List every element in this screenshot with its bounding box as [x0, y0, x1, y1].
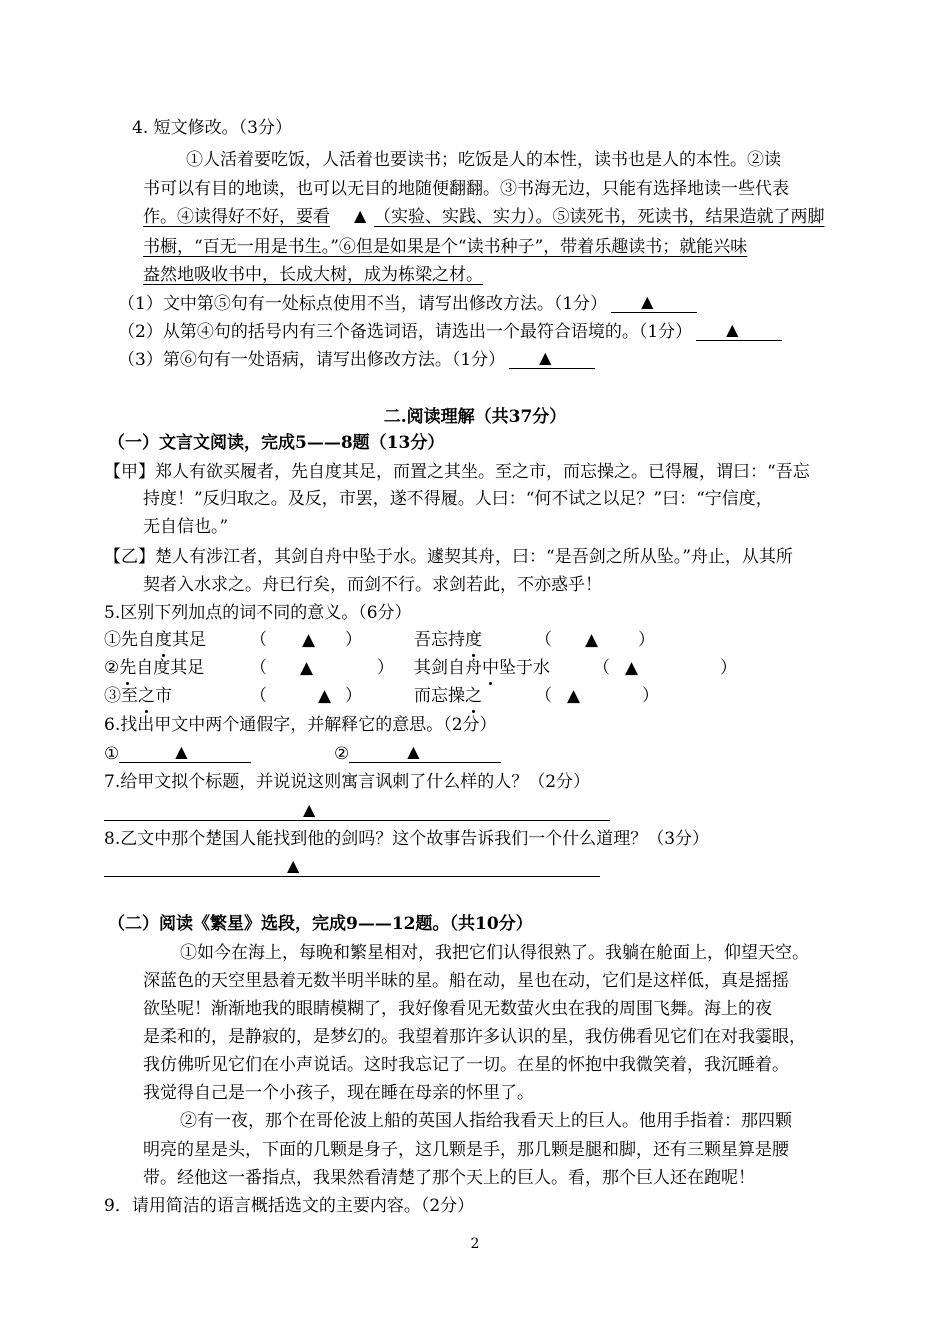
blank-triangle-marker: ▲ — [303, 800, 316, 819]
q4-subquestion-1 — [118, 292, 697, 315]
answer-paren[interactable] — [535, 629, 655, 651]
reading-passage-line: ②有一夜，那个在哥伦波上船的英国人指给我看天上的巨人。他用手指着：那四颗 — [180, 1111, 792, 1131]
paren-close: ） — [720, 658, 737, 678]
word-text: 自度其足 — [136, 658, 205, 678]
paren-close: ） — [377, 658, 394, 678]
answer-line[interactable] — [104, 820, 610, 821]
answer-blank[interactable] — [509, 348, 595, 369]
blank-triangle-marker: ▲ — [354, 206, 367, 225]
answer-blank[interactable] — [349, 742, 501, 763]
word-text: 其剑自舟 — [414, 658, 482, 678]
q5-row — [104, 657, 204, 679]
q6-answer-1 — [104, 742, 251, 765]
reading-passage-line: 带。经他这一番指点，我果然看清楚了那个天上的巨人。看，那个巨人还在跑呢！ — [143, 1168, 755, 1188]
paren-close: ） — [638, 630, 655, 650]
q5-row — [414, 629, 482, 651]
dotted-word: 先 — [119, 658, 137, 678]
blank-triangle-marker: ▲ — [302, 630, 316, 650]
section-title: 二.阅读理解（共37分） — [383, 407, 567, 427]
paren-open: （ — [250, 686, 267, 706]
q5-row — [104, 629, 206, 651]
part1-title: （一）文言文阅读，完成5——8题（13分） — [108, 433, 445, 453]
q4-subquestion-2 — [118, 320, 782, 343]
paren-close: ） — [642, 686, 659, 706]
question-text: （1）文中第⑤句有一处标点使用不当，请写出修改方法。（1分） — [118, 294, 608, 314]
page-number: 2 — [470, 1236, 480, 1252]
q4-title: 4. 短文修改。（3分） — [132, 118, 292, 138]
question-6: 6.找出甲文中两个通假字，并解释它的意思。（2分） — [104, 715, 497, 735]
reading-passage-line: 深蓝色的天空里悬着无数半明半昧的星。船在动，星也在动，它们是这样低，真是摇摇 — [143, 971, 789, 991]
dotted-word: 度 — [155, 630, 172, 650]
word-text: 其足 — [172, 630, 206, 650]
q4-passage-line: ①人活着要吃饭，人活着也要读书；吃饭是人的本性，读书也是人的本性。②读 — [186, 150, 781, 170]
question-5: 5.区别下列加点的词不同的意义。（6分） — [104, 603, 412, 623]
word-text: ③至 — [104, 686, 138, 706]
paren-open: （ — [593, 658, 610, 678]
answer-label: ① — [104, 744, 120, 764]
paren-close: ） — [345, 630, 362, 650]
q4-passage-text: （实验、实践、实力）。⑤读死书，死读书，结果造就了两脚 — [374, 207, 825, 227]
answer-blank[interactable] — [611, 292, 697, 313]
paren-open: （ — [535, 630, 552, 650]
blank-triangle-marker: ▲ — [539, 348, 552, 367]
blank-triangle-marker: ▲ — [300, 658, 314, 678]
classical-text-jia: 【甲】郑人有欲买履者，先自度其足，而置之其坐。至之市，而忘操之。已得履，谓曰：“吾忘 — [104, 462, 810, 482]
classical-text-jia: 持度！”反归取之。及反，市罢，遂不得履。人曰：“何不试之以足？”曰：“宁信度， — [143, 489, 773, 509]
q4-passage-text: 作。④读得好不好，要看 — [143, 207, 330, 227]
blank-triangle-marker: ▲ — [625, 658, 639, 678]
blank-triangle-marker: ▲ — [726, 320, 739, 339]
reading-passage-line: 明亮的星是头，下面的几颗是身子，这几颗是手，那几颗是腿和脚，还有三颗星算是腰 — [143, 1140, 789, 1160]
q4-subquestion-3 — [118, 348, 595, 371]
reading-passage-line: 是柔和的，是静寂的，是梦幻的。我望着那许多认识的星，我仿佛看见它们在对我霎眼， — [143, 1027, 806, 1047]
classical-text-yi: 【乙】楚人有涉江者，其剑自舟中坠于水。遽契其舟，曰：“是吾剑之所从坠。”舟止，从其所 — [104, 547, 793, 567]
question-9: 9．请用简洁的语言概括选文的主要内容。（2分） — [104, 1196, 475, 1216]
answer-paren[interactable] — [535, 685, 659, 707]
reading-passage-line: 我觉得自己是一个小孩子，现在睡在母亲的怀里了。 — [143, 1083, 534, 1103]
q5-row — [414, 657, 550, 679]
reading-passage-line: 欲坠呢！渐渐地我的眼睛模糊了，我好像看见无数萤火虫在我的周围飞舞。海上的夜 — [143, 999, 772, 1019]
word-text: 坠于水 — [499, 658, 550, 678]
classical-text-jia: 无自信也。” — [143, 517, 229, 537]
blank-triangle-marker: ▲ — [641, 292, 654, 311]
blank-triangle-marker: ▲ — [318, 686, 332, 706]
question-8: 8.乙文中那个楚国人能找到他的剑吗？这个故事告诉我们一个什么道理？（3分） — [104, 829, 710, 849]
q4-passage-line: 盎然地吸收书中，长成大树，成为栋梁之材。 — [143, 265, 483, 285]
question-text: （3）第⑥句有一处语病，请写出修改方法。（1分） — [118, 350, 506, 370]
dotted-word: 度 — [465, 630, 482, 650]
reading-passage-line: ①如今在海上，每晚和繁星相对，我把它们认得很熟了。我躺在舱面上，仰望天空。 — [180, 943, 809, 963]
reading-passage-line: 我仿佛听见它们在小声说话。这时我忘记了一切。在星的怀抱中我微笑着，我沉睡着。 — [143, 1055, 789, 1075]
answer-paren[interactable] — [250, 657, 394, 679]
blank-triangle-marker: ▲ — [287, 856, 300, 875]
question-text: （2）从第④句的括号内有三个备选词语，请选出一个最符合语境的。（1分） — [118, 322, 693, 342]
blank-triangle-marker: ▲ — [585, 630, 599, 650]
word-text: ② — [104, 658, 120, 678]
word-text: ①先自 — [104, 630, 155, 650]
q5-row — [104, 685, 172, 707]
word-text: 市 — [155, 686, 172, 706]
word-text: 而忘操 — [414, 686, 465, 706]
q4-passage-line — [143, 206, 825, 228]
blank-triangle-marker: ▲ — [175, 742, 188, 761]
q4-passage-line: 书橱，“百无一用是书生。”⑥但是如果是个“读书种子”，带着乐趣读书；就能兴味 — [143, 237, 748, 257]
question-7: 7.给甲文拟个标题，并说说这则寓言讽刺了什么样的人？（2分） — [104, 772, 591, 792]
paren-open: （ — [250, 658, 267, 678]
blank-triangle-marker: ▲ — [567, 686, 581, 706]
q4-passage-line: 书可以有目的地读，也可以无目的地随便翻翻。③书海无边，只能有选择地读一些代表 — [143, 179, 789, 199]
answer-paren[interactable] — [250, 629, 362, 651]
blank-triangle-marker: ▲ — [407, 742, 420, 761]
answer-blank[interactable] — [330, 206, 374, 226]
answer-line[interactable] — [104, 876, 600, 877]
q5-row — [414, 685, 482, 707]
paren-open: （ — [250, 630, 267, 650]
answer-blank[interactable] — [696, 320, 782, 341]
answer-blank[interactable] — [119, 742, 251, 763]
dotted-word: 之 — [138, 686, 155, 706]
paren-open: （ — [535, 686, 552, 706]
dotted-word: 中 — [482, 658, 499, 678]
dotted-word: 之 — [465, 686, 482, 706]
paren-close: ） — [345, 686, 362, 706]
q6-answer-2 — [334, 742, 501, 765]
answer-label: ② — [334, 744, 350, 764]
part2-title: （二）阅读《繁星》选段，完成9——12题。（共10分） — [108, 914, 533, 934]
classical-text-yi: 契者入水求之。舟已行矣，而剑不行。求剑若此，不亦惑乎！ — [143, 575, 602, 595]
word-text: 吾忘持 — [414, 630, 465, 650]
answer-paren[interactable] — [593, 657, 737, 679]
answer-paren[interactable] — [250, 685, 362, 707]
